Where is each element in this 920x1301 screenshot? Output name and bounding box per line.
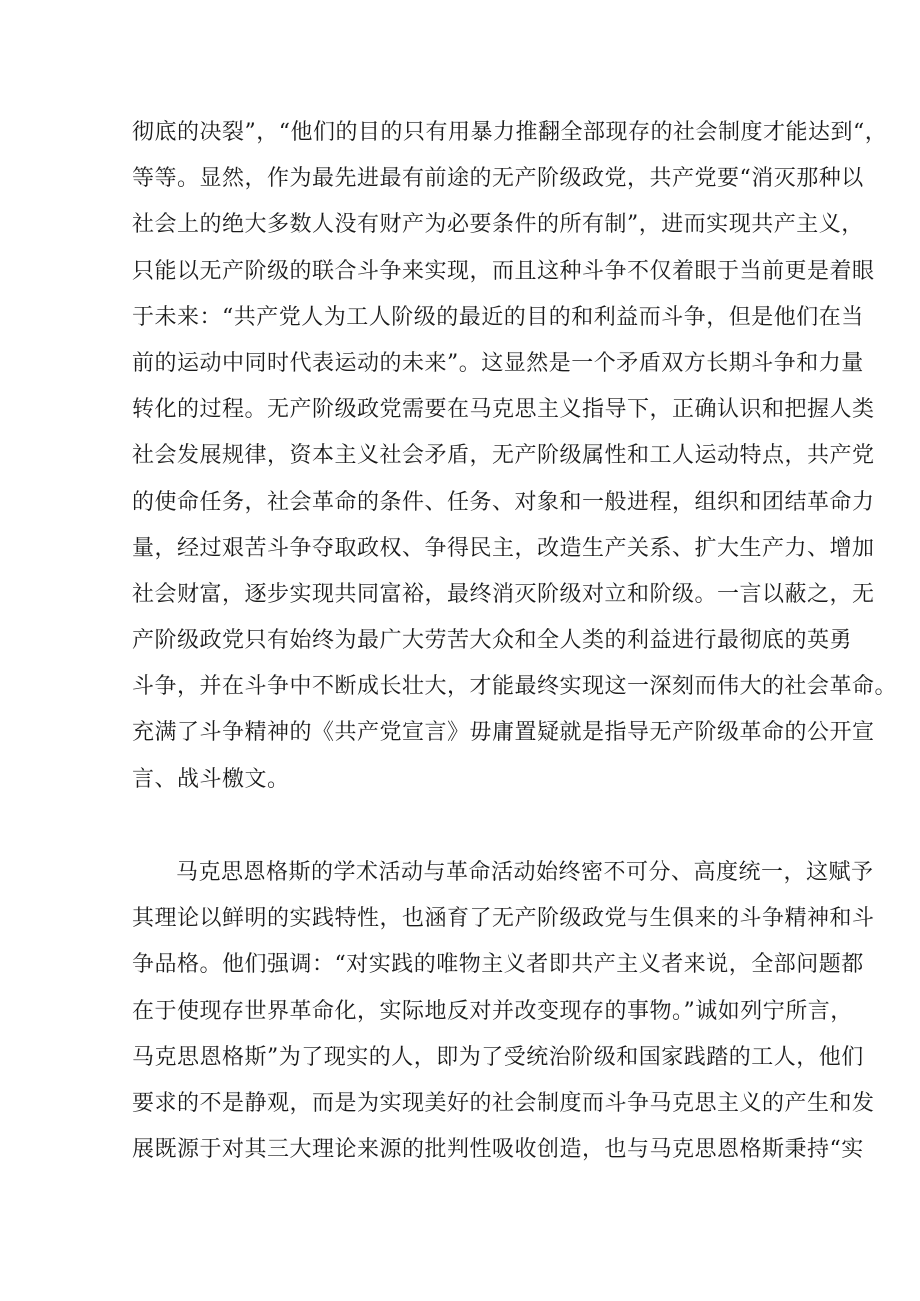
text-line: 社会财富，逐步实现共同富裕，最终消灭阶级对立和阶级。一言以蔽之，无	[132, 581, 875, 607]
text-line: 马克思恩格斯的学术活动与革命活动始终密不可分、高度统一，这赋予	[176, 860, 874, 885]
text-line: 斗争，并在斗争中不断成长壮大，才能最终实现这一深刻而伟大的社会革命。	[132, 674, 898, 700]
text-line: 等等。显然，作为最先进最有前途的无产阶级政党，共产党要“消灭那种以	[132, 166, 864, 192]
text-line: 社会上的绝大多数人没有财产为必要条件的所有制”，进而实现共产主义，	[132, 212, 864, 238]
text-line: 充满了斗争精神的《共产党宣言》毋庸置疑就是指导无产阶级革命的公开宣	[132, 720, 875, 746]
text-line: 争品格。他们强调：“对实践的唯物主义者即共产主义者来说，全部问题都	[132, 952, 864, 978]
text-line: 社会发展规律，资本主义社会矛盾，无产阶级属性和工人运动特点，共产党	[132, 443, 875, 469]
text-line: 其理论以鲜明的实践特性，也涵育了无产阶级政党与生俱来的斗争精神和斗	[132, 906, 875, 932]
text-line: 在于使现存世界革命化，实际地反对并改变现存的事物。”诚如列宁所言，	[132, 998, 853, 1024]
paragraph-1	[132, 110, 898, 803]
text-line: 的使命任务，社会革命的条件、任务、对象和一般进程，组织和团结革命力	[132, 489, 875, 515]
text-line: 于未来：“共产党人为工人阶级的最近的目的和利益而斗争，但是他们在当	[132, 304, 864, 330]
text-line: 马克思恩格斯”为了现实的人，即为了受统治阶级和国家践踏的工人，他们	[132, 1044, 864, 1070]
text-line: 量，经过艰苦斗争夺取政权、争得民主，改造生产关系、扩大生产力、增加	[132, 535, 875, 561]
text-line: 言、战斗檄文。	[132, 766, 290, 792]
text-line: 展既源于对其三大理论来源的批判性吸收创造，也与马克思恩格斯秉持“实	[132, 1137, 864, 1163]
text-line: 只能以无产阶级的联合斗争来实现，而且这种斗争不仅着眼于当前更是着眼	[132, 258, 875, 284]
paragraph-2	[132, 850, 875, 1173]
text-line: 前的运动中同时代表运动的未来”。这显然是一个矛盾双方长期斗争和力量	[132, 350, 864, 376]
text-line: 转化的过程。无产阶级政党需要在马克思主义指导下，正确认识和把握人类	[132, 397, 875, 423]
text-line: 要求的不是静观，而是为实现美好的社会制度而斗争马克思主义的产生和发	[132, 1090, 875, 1116]
text-line: 产阶级政党只有始终为最广大劳苦大众和全人类的利益进行最彻底的英勇	[132, 628, 853, 654]
text-line: 彻底的决裂”，“他们的目的只有用暴力推翻全部现存的社会制度才能达到“，	[132, 120, 888, 145]
